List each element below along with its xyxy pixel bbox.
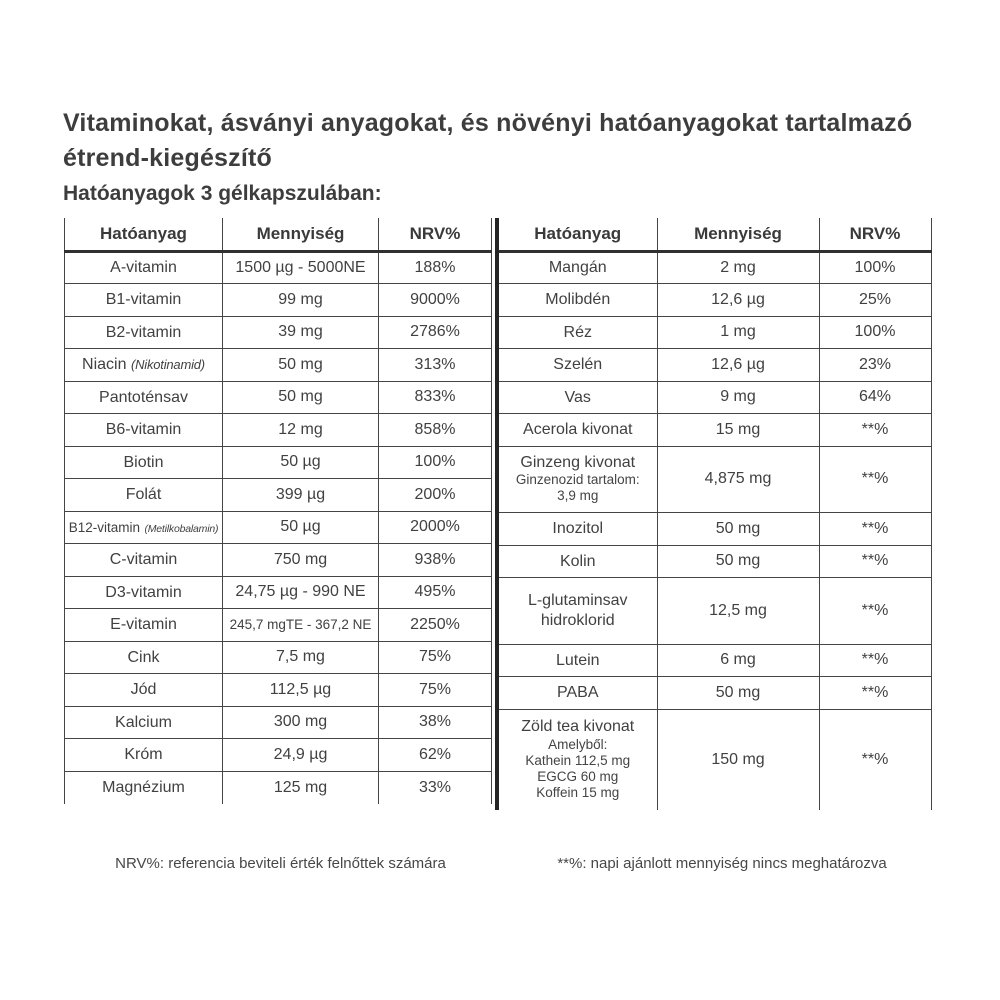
nrv-cell: 100%: [379, 446, 492, 479]
nrv-cell: 100%: [819, 251, 931, 284]
ingredient-note: (Metilkobalamin): [144, 522, 219, 535]
quantity-cell: 2 mg: [657, 251, 819, 284]
nrv-cell: 23%: [819, 349, 931, 382]
ingredient-name-cell: [65, 544, 223, 577]
ingredient-name: L-glutaminsav hidroklorid: [527, 592, 628, 629]
ingredient-name-cell: [497, 414, 657, 447]
quantity-cell: 300 mg: [223, 706, 379, 739]
ingredient-name-cell: [65, 771, 223, 804]
ingredient-name: A-vitamin: [110, 259, 177, 277]
table-row: [497, 251, 931, 284]
table-row: [65, 739, 492, 772]
nrv-cell: 313%: [379, 349, 492, 382]
column-header: Mennyiség: [657, 218, 819, 251]
table-row: [65, 446, 492, 479]
ingredient-subdetail: Amelyből:: [548, 736, 608, 752]
column-header: Hatóanyag: [65, 218, 223, 251]
nrv-cell: **%: [819, 709, 931, 810]
ingredient-name: Króm: [124, 746, 163, 764]
ingredient-name-cell: [497, 677, 657, 710]
page-title-line-1: Vitaminokat, ásványi anyagokat, és növényi hatóanyagokat tartalmazó: [63, 109, 913, 137]
ingredient-name-cell: [65, 316, 223, 349]
quantity-cell: 50 mg: [657, 513, 819, 546]
nrv-cell: **%: [819, 446, 931, 513]
table-row: [65, 381, 492, 414]
table-row: [65, 609, 492, 642]
ingredient-name-cell: [497, 578, 657, 645]
ingredient-name-cell: [497, 446, 657, 513]
ingredient-name: Ginzeng kivonat: [520, 454, 636, 472]
ingredient-name-cell: [497, 644, 657, 677]
nrv-cell: 858%: [379, 414, 492, 447]
ingredient-name: Cink: [127, 648, 160, 666]
ingredient-name-cell: [65, 284, 223, 317]
table-row: [65, 576, 492, 609]
ingredient-name: Jód: [130, 681, 157, 699]
ingredient-name-cell: [65, 641, 223, 674]
quantity-cell: 12,6 µg: [657, 349, 819, 382]
ingredient-name: Kolin: [559, 552, 596, 570]
ingredient-name-cell: [497, 381, 657, 414]
quantity-cell: 50 µg: [223, 511, 379, 544]
ingredient-name: Vas: [564, 388, 591, 406]
nrv-cell: 62%: [379, 739, 492, 772]
ingredients-table-right: [495, 218, 932, 810]
quantity-cell: 12,5 mg: [657, 578, 819, 645]
ingredient-name-cell: [497, 513, 657, 546]
table-row: [497, 644, 931, 677]
quantity-cell: 9 mg: [657, 381, 819, 414]
ingredient-name-cell: [497, 349, 657, 382]
nrv-cell: 25%: [819, 284, 931, 317]
table-row: [497, 578, 931, 645]
ingredient-name-cell: [65, 706, 223, 739]
table-row: [65, 706, 492, 739]
quantity-cell: 50 mg: [657, 677, 819, 710]
table-row: [497, 709, 931, 810]
ingredient-note: (Nikotinamid): [130, 357, 205, 373]
nrv-cell: 75%: [379, 641, 492, 674]
ingredient-name: Magnézium: [102, 778, 185, 796]
nrv-cell: **%: [819, 545, 931, 578]
nrv-cell: 9000%: [379, 284, 492, 317]
ingredients-tables: [64, 218, 932, 810]
ingredient-name: Folát: [125, 486, 162, 504]
ingredient-name: D3-vitamin: [105, 583, 182, 601]
column-header: NRV%: [379, 218, 492, 251]
nrv-cell: 938%: [379, 544, 492, 577]
ingredient-name-cell: [497, 284, 657, 317]
quantity-cell: 112,5 µg: [223, 674, 379, 707]
table-row: [65, 511, 492, 544]
table-row: [65, 674, 492, 707]
nrv-cell: **%: [819, 513, 931, 546]
ingredient-name-cell: [497, 316, 657, 349]
quantity-cell: 245,7 mgTE - 367,2 NE: [223, 609, 379, 642]
table-row: [497, 513, 931, 546]
ingredient-name: Zöld tea kivonat: [521, 718, 635, 736]
ingredient-subdetail: EGCG 60 mg: [537, 768, 619, 784]
column-header: Hatóanyag: [497, 218, 657, 251]
page-subtitle: Hatóanyagok 3 gélkapszulában:: [63, 182, 382, 205]
ingredient-name: Szelén: [553, 356, 603, 374]
quantity-cell: 50 mg: [223, 381, 379, 414]
ingredient-name: Biotin: [123, 453, 164, 471]
footnotes: [64, 855, 944, 872]
nrv-cell: **%: [819, 578, 931, 645]
quantity-cell: 39 mg: [223, 316, 379, 349]
table-row: [65, 349, 492, 382]
quantity-cell: 399 µg: [223, 479, 379, 512]
ingredient-name: Mangán: [548, 259, 607, 277]
ingredient-subdetail: Koffein 15 mg: [536, 784, 620, 800]
ingredient-name-cell: [65, 414, 223, 447]
ingredient-name: E-vitamin: [110, 616, 177, 634]
nrv-cell: **%: [819, 644, 931, 677]
ingredient-name-cell: [497, 251, 657, 284]
nrv-cell: 188%: [379, 251, 492, 284]
table-row: [497, 381, 931, 414]
quantity-cell: 50 µg: [223, 446, 379, 479]
table-row: [65, 771, 492, 804]
table-row: [497, 545, 931, 578]
nrv-cell: 833%: [379, 381, 492, 414]
table-row: [497, 677, 931, 710]
quantity-cell: 150 mg: [657, 709, 819, 810]
ingredient-name-cell: [497, 709, 657, 810]
ingredient-name-cell: [65, 479, 223, 512]
nrv-cell: 2000%: [379, 511, 492, 544]
ingredient-name-cell: [65, 251, 223, 284]
nrv-cell: 200%: [379, 479, 492, 512]
ingredient-name: Molibdén: [545, 291, 611, 309]
ingredient-name-cell: [65, 739, 223, 772]
ingredient-subdetail: 3,9 mg: [557, 488, 599, 504]
ingredient-name: B12-vitamin: [68, 519, 140, 535]
page-title: [63, 106, 968, 176]
table-row: [497, 284, 931, 317]
nrv-cell: 75%: [379, 674, 492, 707]
ingredient-name: B2-vitamin: [105, 323, 182, 341]
ingredient-name: C-vitamin: [109, 551, 178, 569]
header-row: [65, 218, 492, 251]
ingredient-name-cell: [65, 511, 223, 544]
quantity-cell: 1 mg: [657, 316, 819, 349]
footnote-asterisk: **%: napi ajánlott mennyiség nincs meghatározva: [557, 855, 887, 872]
page-title-line-2: étrend-kiegészítő: [63, 144, 273, 172]
table-row: [497, 414, 931, 447]
quantity-cell: 7,5 mg: [223, 641, 379, 674]
quantity-cell: 12 mg: [223, 414, 379, 447]
quantity-cell: 6 mg: [657, 644, 819, 677]
quantity-cell: 15 mg: [657, 414, 819, 447]
quantity-cell: 99 mg: [223, 284, 379, 317]
table-row: [65, 544, 492, 577]
table-row: [497, 316, 931, 349]
ingredient-name-cell: [65, 576, 223, 609]
nrv-cell: **%: [819, 414, 931, 447]
table-row: [65, 251, 492, 284]
table-row: [497, 349, 931, 382]
table-row: [65, 414, 492, 447]
nrv-cell: 100%: [819, 316, 931, 349]
table-row: [65, 284, 492, 317]
ingredient-name-cell: [65, 381, 223, 414]
quantity-cell: 125 mg: [223, 771, 379, 804]
ingredient-name-cell: [497, 545, 657, 578]
quantity-cell: 24,75 µg - 990 NE: [223, 576, 379, 609]
ingredient-name: Kalcium: [115, 713, 172, 731]
quantity-cell: 50 mg: [657, 545, 819, 578]
footnote-nrv: NRV%: referencia beviteli érték felnőttek számára: [115, 855, 446, 872]
ingredient-name-cell: [65, 446, 223, 479]
ingredient-name: Acerola kivonat: [523, 421, 633, 439]
nrv-cell: 33%: [379, 771, 492, 804]
ingredient-name: Lutein: [555, 651, 600, 669]
ingredient-name: B1-vitamin: [105, 291, 182, 309]
table-row: [65, 641, 492, 674]
ingredient-name: Inozitol: [552, 520, 604, 538]
ingredient-name-cell: [65, 609, 223, 642]
ingredient-name-cell: [65, 674, 223, 707]
column-header: NRV%: [819, 218, 931, 251]
nrv-cell: 2786%: [379, 316, 492, 349]
table-row: [65, 479, 492, 512]
ingredient-name-cell: [65, 349, 223, 382]
nrv-cell: 38%: [379, 706, 492, 739]
ingredient-name: PABA: [557, 684, 599, 702]
nrv-cell: 2250%: [379, 609, 492, 642]
nrv-cell: 64%: [819, 381, 931, 414]
table-row: [497, 446, 931, 513]
ingredient-name: Niacin: [82, 356, 127, 374]
ingredient-subdetail: Kathein 112,5 mg: [525, 752, 631, 768]
ingredient-name: Pantoténsav: [99, 388, 188, 406]
ingredient-subdetail: Ginzenozid tartalom:: [515, 472, 640, 488]
quantity-cell: 750 mg: [223, 544, 379, 577]
ingredient-name: Réz: [563, 323, 592, 341]
ingredient-name: B6-vitamin: [105, 421, 182, 439]
quantity-cell: 24,9 µg: [223, 739, 379, 772]
ingredients-table-left: [64, 218, 492, 804]
header-row: [497, 218, 931, 251]
nrv-cell: 495%: [379, 576, 492, 609]
quantity-cell: 12,6 µg: [657, 284, 819, 317]
column-header: Mennyiség: [223, 218, 379, 251]
quantity-cell: 4,875 mg: [657, 446, 819, 513]
quantity-cell: 1500 µg - 5000NE: [223, 251, 379, 284]
quantity-cell: 50 mg: [223, 349, 379, 382]
nrv-cell: **%: [819, 677, 931, 710]
table-row: [65, 316, 492, 349]
